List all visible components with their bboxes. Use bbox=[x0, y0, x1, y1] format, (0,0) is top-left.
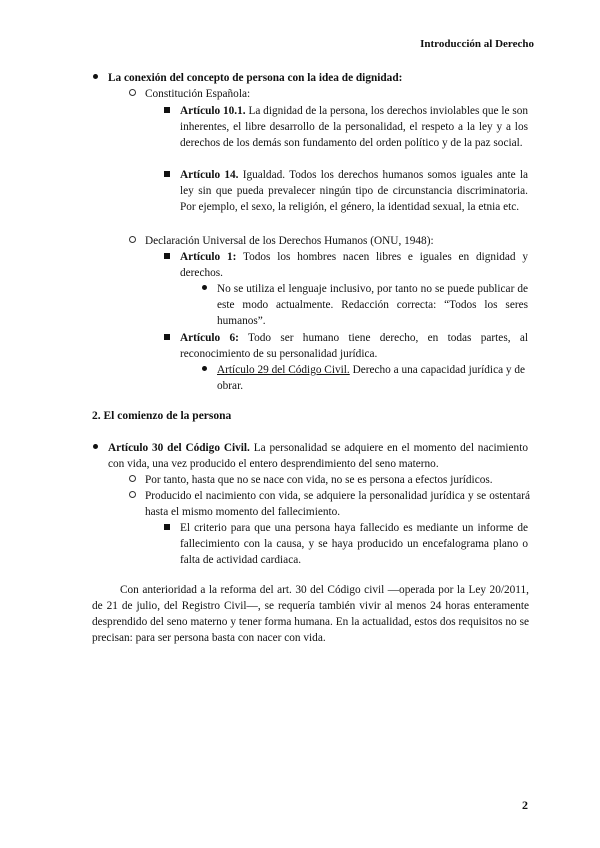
note-text: No se utiliza el lenguaje inclusivo, por tanto no se puede publicar de este modo actualmente. Redacción correcta: “Todos los seres humanos”. bbox=[217, 283, 528, 327]
bullet-dot-icon bbox=[197, 281, 211, 297]
section-title: 2. El comienzo de la persona bbox=[92, 410, 232, 422]
list-item bbox=[180, 520, 528, 568]
bullet-dot-icon bbox=[88, 440, 102, 456]
article-text: La personalidad se adquiere en el momento del nacimiento con vida, una vez producido el entero desprendimiento del seno materno. bbox=[108, 442, 528, 470]
list-text: Por tanto, hasta que no se nace con vida, no se es persona a efectos jurídicos. bbox=[145, 474, 493, 486]
bullet-square-icon bbox=[160, 520, 174, 536]
article-text: Todo ser humano tiene derecho, en todas partes, al reconocimiento de su personalidad jurídica. bbox=[180, 332, 528, 360]
bullet-heading: La conexión del concepto de persona con la idea de dignidad: bbox=[108, 72, 403, 84]
list-item bbox=[108, 70, 538, 86]
list-item bbox=[145, 233, 545, 249]
article-label: Artículo 14. bbox=[180, 169, 239, 181]
running-header: Introducción al Derecho bbox=[420, 38, 534, 50]
page-number: 2 bbox=[522, 798, 528, 812]
article-label: Artículo 6: bbox=[180, 332, 239, 344]
article-label: Artículo 30 del Código Civil. bbox=[108, 442, 250, 454]
bullet-dot-icon bbox=[88, 70, 102, 86]
note-text: Derecho a una capacidad jurídica y de obrar. bbox=[217, 364, 526, 392]
bullet-square-icon bbox=[160, 103, 174, 119]
list-label: Constitución Española: bbox=[145, 88, 251, 100]
bullet-circle-icon bbox=[125, 86, 139, 102]
list-text: El criterio para que una persona haya fallecido es mediante un informe de fallecimiento con la causa, y se haya producido un encefalograma plano o falta de actividad cardiaca. bbox=[180, 522, 528, 566]
article-text: Todos los hombres nacen libres e iguales en dignidad y derechos. bbox=[180, 251, 528, 279]
body-paragraph: Con anterioridad a la reforma del art. 30 del Código civil —operada por la Ley 20/2011, de 21 de julio, del Registro Civil—, se requería también vivir al menos 24 horas enteramente desprendido del seno materno y tener forma humana. En la actualidad, estos dos requisitos no se precisan: para ser persona basta con nacer con vida. bbox=[92, 584, 529, 644]
list-item bbox=[145, 472, 530, 488]
bullet-square-icon bbox=[160, 249, 174, 265]
list-item bbox=[180, 249, 528, 281]
list-item bbox=[180, 167, 528, 215]
list-item bbox=[145, 86, 545, 102]
bullet-square-icon bbox=[160, 330, 174, 346]
bullet-circle-icon bbox=[125, 472, 139, 488]
list-item bbox=[180, 103, 528, 151]
list-label: Declaración Universal de los Derechos Humanos (ONU, 1948): bbox=[145, 235, 434, 247]
list-item bbox=[180, 330, 528, 362]
bullet-dot-icon bbox=[197, 362, 211, 378]
list-item bbox=[145, 488, 530, 520]
bullet-circle-icon bbox=[125, 233, 139, 249]
article-text: La dignidad de la persona, los derechos inviolables que le son inherentes, el libre desarrollo de la personalidad, el respeto a la ley y a los derechos de los demás son fundamento del orden político y de la paz social. bbox=[180, 105, 529, 149]
article-label: Artículo 10.1. bbox=[180, 105, 246, 117]
bullet-square-icon bbox=[160, 167, 174, 183]
bullet-circle-icon bbox=[125, 488, 139, 504]
list-item bbox=[108, 440, 528, 472]
list-item bbox=[217, 362, 528, 394]
article-label: Artículo 1: bbox=[180, 251, 237, 263]
list-text: Producido el nacimiento con vida, se adquiere la personalidad jurídica y se ostentará hasta el mismo momento del fallecimiento. bbox=[145, 490, 530, 518]
article-text: Igualdad. Todos los derechos humanos somos iguales ante la ley sin que pueda prevalecer ningún tipo de circunstancia discriminatoria. Por ejemplo, el sexo, la religión, el género, la identidad sexual, la etnia etc. bbox=[180, 169, 528, 213]
code-reference-link[interactable]: Artículo 29 del Código Civil. bbox=[217, 364, 350, 376]
list-item bbox=[217, 281, 528, 329]
